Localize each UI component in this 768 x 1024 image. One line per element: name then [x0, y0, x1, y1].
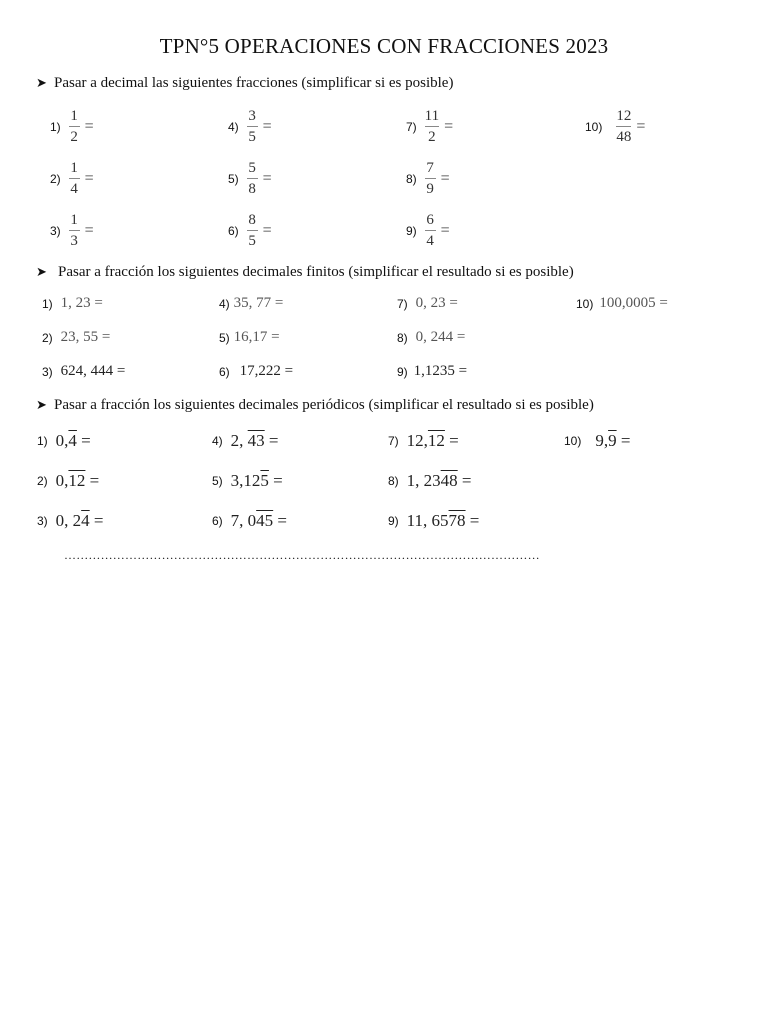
equals-sign: = — [84, 169, 94, 187]
periodic-value: 0, 24 = — [55, 511, 104, 530]
item-number: 6) — [212, 514, 223, 528]
equals-sign: = — [636, 117, 646, 135]
finite-decimal-item-9 — [397, 363, 467, 380]
periodic-decimal-item-10 — [564, 431, 630, 451]
section-1-heading — [36, 75, 453, 92]
periodic-decimal-item-6 — [212, 511, 287, 531]
periodic-value: 11, 6578 = — [406, 511, 480, 530]
fraction-item-4 — [228, 108, 272, 145]
finite-decimal-item-5 — [219, 329, 280, 346]
periodic-value: 9,9 = — [595, 431, 631, 450]
fraction: $\frac{7}{9}$ — [426, 160, 434, 197]
fraction: $\frac{5}{8}$ — [248, 160, 256, 197]
decimal-value: 0, 23 = — [415, 295, 458, 311]
periodic-value: 0,4 = — [55, 431, 91, 450]
section-3-heading — [36, 397, 594, 414]
fraction-item-6 — [228, 212, 272, 249]
equals-sign: = — [262, 117, 272, 135]
item-number: 8) — [388, 474, 399, 488]
equals-sign: = — [262, 221, 272, 239]
periodic-decimal-item-7 — [388, 431, 459, 451]
decimal-value: 1, 23 = — [60, 295, 103, 311]
finite-decimal-item-10 — [576, 295, 668, 312]
decimal-value: 624, 444 = — [60, 363, 126, 379]
item-number: 7) — [397, 296, 408, 311]
decimal-value: 16,17 = — [233, 329, 280, 345]
periodic-value: 1, 2348 = — [406, 471, 472, 490]
equals-sign: = — [84, 117, 94, 135]
periodic-decimal-item-1 — [37, 431, 91, 451]
arrow-bullet-icon: ➤ — [36, 75, 47, 90]
item-number: 7) — [388, 434, 399, 448]
item-number: 10) — [585, 119, 603, 134]
fraction: $\frac{12}{48}$ — [616, 108, 632, 145]
fraction-item-8 — [406, 160, 450, 197]
periodic-decimal-item-9 — [388, 511, 479, 531]
item-number: 9) — [406, 223, 417, 238]
fraction-item-7 — [406, 108, 453, 145]
fraction-item-2 — [50, 160, 94, 197]
decimal-value: 100,0005 = — [599, 295, 668, 311]
item-number: 5) — [219, 330, 230, 345]
periodic-decimal-item-2 — [37, 471, 99, 491]
item-number: 6) — [228, 223, 239, 238]
arrow-bullet-icon: ➤ — [36, 397, 47, 412]
periodic-decimal-item-4 — [212, 431, 279, 451]
fraction: $\frac{3}{5}$ — [248, 108, 256, 145]
equals-sign: = — [440, 221, 450, 239]
fraction-item-10 — [585, 108, 645, 145]
fraction: $\frac{1}{3}$ — [70, 212, 78, 249]
dotted-separator: ……………………………………………………………………………………………………… — [64, 548, 540, 562]
periodic-decimal-item-3 — [37, 511, 104, 531]
item-number: 8) — [397, 330, 408, 345]
section-3-heading-text: Pasar a fracción los siguientes decimales periódicos (simplificar el resultado si es posible) — [54, 397, 594, 413]
item-number: 1) — [42, 296, 53, 311]
fraction-item-3 — [50, 212, 94, 249]
fraction-item-1 — [50, 108, 94, 145]
arrow-bullet-icon: ➤ — [36, 264, 47, 279]
periodic-value: 0,12 = — [55, 471, 100, 490]
fraction: $\frac{8}{5}$ — [248, 212, 256, 249]
section-2-heading — [36, 264, 574, 281]
item-number: 5) — [212, 474, 223, 488]
item-number: 2) — [37, 474, 48, 488]
finite-decimal-item-3 — [42, 363, 125, 380]
periodic-value: 2, 43 = — [230, 431, 279, 450]
item-number: 2) — [50, 171, 61, 186]
fraction: $\frac{1}{4}$ — [70, 160, 78, 197]
page-title: TPN°5 OPERACIONES CON FRACCIONES 2023 — [159, 34, 609, 58]
equals-sign: = — [84, 221, 94, 239]
finite-decimal-item-7 — [397, 295, 458, 312]
finite-decimal-item-2 — [42, 329, 110, 346]
decimal-value: 0, 244 = — [415, 329, 466, 345]
fraction: $\frac{1}{2}$ — [70, 108, 78, 145]
item-number: 4) — [212, 434, 223, 448]
item-number: 3) — [42, 364, 53, 379]
finite-decimal-item-4 — [219, 295, 283, 312]
finite-decimal-item-6 — [219, 363, 293, 380]
equals-sign: = — [440, 169, 450, 187]
equals-sign: = — [444, 117, 454, 135]
periodic-value: 12,12 = — [406, 431, 459, 450]
item-number: 8) — [406, 171, 417, 186]
item-number: 9) — [388, 514, 399, 528]
item-number: 2) — [42, 330, 53, 345]
decimal-value: 35, 77 = — [233, 295, 284, 311]
equals-sign: = — [262, 169, 272, 187]
finite-decimal-item-1 — [42, 295, 103, 312]
item-number: 7) — [406, 119, 417, 134]
periodic-decimal-item-5 — [212, 471, 283, 491]
finite-decimal-item-8 — [397, 329, 465, 346]
periodic-value: 7, 045 = — [230, 511, 288, 530]
periodic-decimal-item-8 — [388, 471, 472, 491]
fraction: $\frac{11}{2}$ — [424, 108, 440, 145]
section-2-heading-text: Pasar a fracción los siguientes decimales finitos (simplificar el resultado si es posible) — [58, 264, 574, 280]
fraction-item-5 — [228, 160, 272, 197]
section-1-heading-text: Pasar a decimal las siguientes fracciones (simplificar si es posible) — [54, 75, 454, 91]
item-number: 6) — [219, 364, 230, 379]
decimal-value: 17,222 = — [239, 363, 294, 379]
item-number: 4) — [219, 296, 230, 311]
item-number: 10) — [564, 434, 582, 448]
item-number: 1) — [37, 434, 48, 448]
item-number: 5) — [228, 171, 239, 186]
item-number: 1) — [50, 119, 61, 134]
item-number: 10) — [576, 296, 594, 311]
item-number: 3) — [50, 223, 61, 238]
fraction-item-9 — [406, 212, 450, 249]
decimal-value: 1,1235 = — [413, 363, 468, 379]
decimal-value: 23, 55 = — [60, 329, 111, 345]
fraction: $\frac{6}{4}$ — [426, 212, 434, 249]
periodic-value: 3,125 = — [230, 471, 283, 490]
item-number: 9) — [397, 364, 408, 379]
item-number: 3) — [37, 514, 48, 528]
item-number: 4) — [228, 119, 239, 134]
